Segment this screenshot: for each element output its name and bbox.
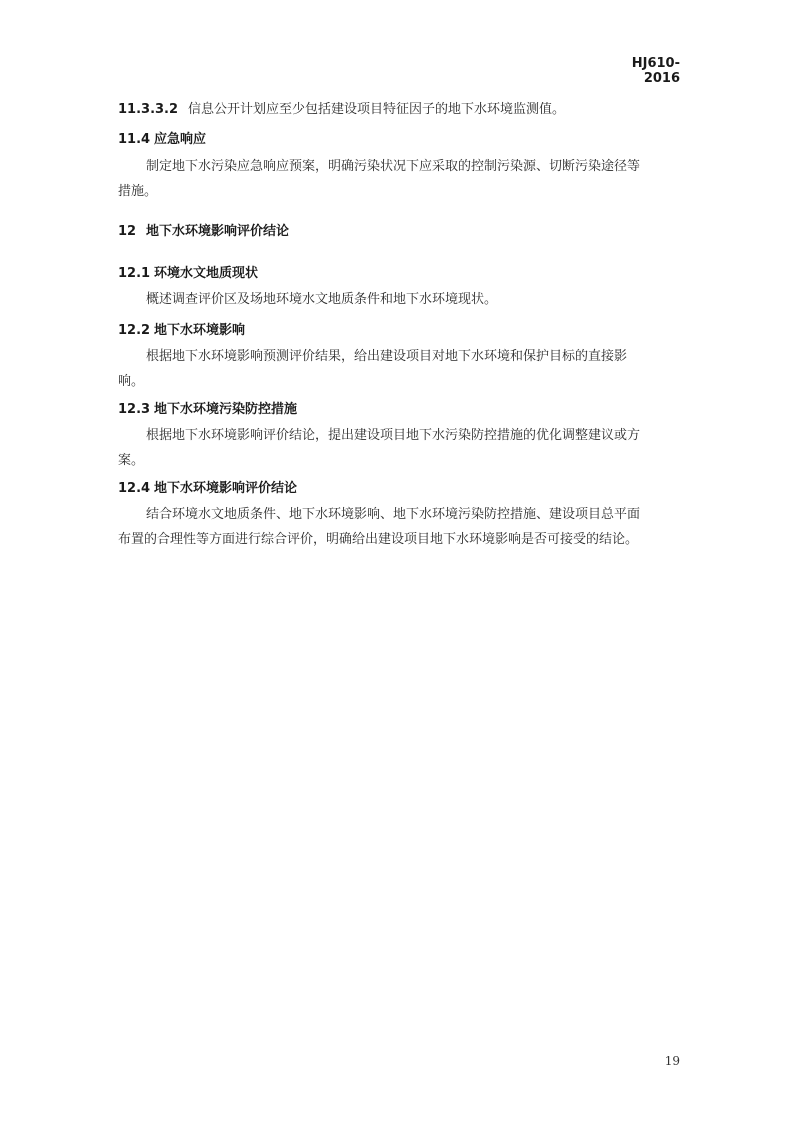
paragraph-line: 根据地下水环境影响预测评价结果，给出建设项目对地下水环境和保护目标的直接影 (146, 349, 628, 364)
paragraph-12-2 (118, 344, 690, 394)
heading-number: 12 (118, 224, 137, 239)
heading-number: 12.2 (118, 323, 151, 338)
clause-number: 11.3.3.2 (118, 102, 179, 117)
heading-12-2 (118, 319, 245, 338)
clause-text: 信息公开计划应至少包括建设项目特征因子的地下水环境监测值。 (188, 102, 566, 117)
standard-code: HJ610-2016 (631, 56, 680, 86)
paragraph-line: 措施。 (118, 184, 158, 199)
heading-number: 12.4 (118, 481, 151, 496)
heading-12-4 (118, 477, 297, 496)
clause-11-3-3-2 (118, 97, 565, 122)
paragraph-line: 响。 (118, 374, 145, 389)
heading-title: 地下水环境影响 (154, 323, 246, 338)
heading-title: 环境水文地质现状 (154, 266, 259, 281)
heading-title: 地下水环境影响评价结论 (146, 224, 290, 239)
paragraph-line: 结合环境水文地质条件、地下水环境影响、地下水环境污染防控措施、建设项目总平面 (146, 507, 641, 522)
paragraph-line: 概述调查评价区及场地环境水文地质条件和地下水环境现状。 (146, 292, 498, 307)
heading-title: 应急响应 (154, 132, 207, 147)
heading-title: 地下水环境污染防控措施 (154, 402, 298, 417)
heading-12-3 (118, 398, 297, 417)
heading-number: 11.4 (118, 132, 151, 147)
paragraph-line: 案。 (118, 453, 145, 468)
heading-number: 12.1 (118, 266, 151, 281)
heading-12-1 (118, 262, 258, 281)
heading-11-4 (118, 128, 206, 147)
paragraph-12-3 (118, 423, 690, 473)
paragraph-11-4 (118, 154, 690, 204)
page-number: 19 (664, 1054, 680, 1068)
heading-number: 12.3 (118, 402, 151, 417)
heading-12 (118, 220, 289, 239)
heading-title: 地下水环境影响评价结论 (154, 481, 298, 496)
paragraph-12-4 (118, 502, 690, 552)
paragraph-line: 布置的合理性等方面进行综合评价，明确给出建设项目地下水环境影响是否可接受的结论。 (118, 532, 639, 547)
paragraph-12-1 (118, 287, 690, 312)
paragraph-line: 根据地下水环境影响评价结论，提出建设项目地下水污染防控措施的优化调整建议或方 (146, 428, 641, 443)
paragraph-line: 制定地下水污染应急响应预案，明确污染状况下应采取的控制污染源、切断污染途径等 (146, 159, 641, 174)
